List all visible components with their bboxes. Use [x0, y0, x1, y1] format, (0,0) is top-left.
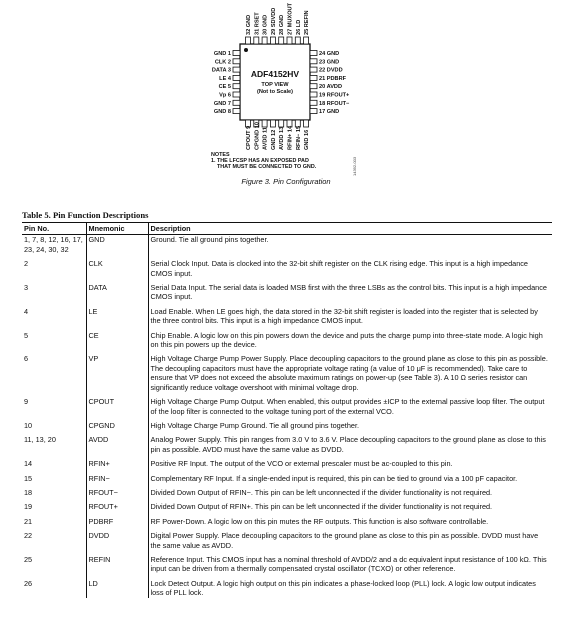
mnemonic-cell: CPGND [86, 416, 148, 430]
description-cell: High Voltage Charge Pump Power Supply. Place decoupling capacitors to the ground plane as close to this pin as possible. The decoupling capacitors must have the appropriate voltage rating (a value of 10 μF is recommended). Take care to ensure that VP does not exceed the absolute maximum ratings on power-up (see Table 3). A 10 Ω series resistor can significantly reduce voltage overshoot with minimal voltage drop. [148, 349, 552, 392]
right-pin-label: 19 RFOUT+ [319, 92, 350, 99]
right-pin-label: 23 GND [319, 59, 340, 66]
pin-pad [310, 67, 317, 72]
mnemonic-cell: CPOUT [86, 392, 148, 416]
table-row [22, 454, 552, 468]
bottom-pin-label: AVDD 13 [279, 126, 286, 150]
right-pin-label: 17 GND [319, 109, 340, 116]
right-pin-label: 24 GND [319, 51, 340, 57]
notes-heading: NOTES [211, 152, 230, 158]
left-pin-label: Vp 6 [219, 92, 231, 99]
left-pin-label: GND 8 [213, 109, 231, 116]
description-cell: Load Enable. When LE goes high, the data stored in the 32-bit shift register is loaded into the register that is selected by the three control bits. This input is a high impedance CMOS input. [148, 302, 552, 326]
pin-pad [310, 92, 317, 97]
description-cell: Serial Clock Input. Data is clocked into the 32-bit shift register on the CLK rising edge. This input is a high impedance CMOS input. [148, 254, 552, 278]
description-cell: High Voltage Charge Pump Ground. Tie all ground pins together. [148, 416, 552, 430]
pin-pad [270, 120, 275, 127]
pin-pad [233, 51, 240, 56]
top-pin-label: 27 MUXOUT [287, 2, 294, 35]
pin-number-cell: 11, 13, 20 [24, 435, 56, 445]
pin-pad [233, 92, 240, 97]
bottom-pin-label: RFIN+ 14 [287, 125, 294, 150]
pin-number-cell: 3 [24, 283, 29, 293]
pin-pad [310, 75, 317, 80]
pin-number-cell: 1, 7, 8, 12, 16, 17, 23, 24, 30, 32 [24, 235, 83, 254]
table-row [22, 254, 552, 278]
table-row [22, 430, 552, 454]
description-cell: Digital Power Supply. Place decoupling capacitors to the ground plane as close to this pin as possible. DVDD must have the same value as AVDD. [148, 526, 552, 550]
top-pin-label: 30 GND [262, 14, 269, 35]
pin-pad [233, 109, 240, 114]
table-title: Table 5. Pin Function Descriptions [22, 210, 149, 220]
pin-pad [233, 67, 240, 72]
pin-pad [310, 59, 317, 64]
description-cell: RF Power-Down. A logic low on this pin mutes the RF outputs. This function is also software controllable. [148, 512, 552, 526]
header-pin-no: Pin No. [22, 223, 86, 235]
left-pin-label: CE 5 [218, 84, 231, 91]
pin-number-cell: 26 [24, 578, 33, 588]
mnemonic-cell: LE [86, 302, 148, 326]
pin-number-cell: 6 [24, 354, 29, 364]
mnemonic-cell: CE [86, 326, 148, 350]
pin-pad [279, 120, 284, 127]
table-row [22, 526, 552, 550]
pin-number-cell: 14 [24, 459, 33, 469]
left-pin-label: GND 1 [213, 51, 231, 57]
left-pins [212, 51, 240, 116]
table-row [22, 326, 552, 350]
left-pin-label: DATA 3 [211, 67, 231, 74]
pin1-marker [244, 48, 248, 52]
pin-pad [295, 37, 300, 44]
pin-pad [254, 37, 259, 44]
chip-not-to-scale: (Not to Scale) [256, 89, 294, 95]
left-pin-label: GND 7 [213, 100, 231, 107]
bottom-pin-label: CPGND 10 [254, 122, 261, 150]
figure-code: 14392-003 [352, 156, 357, 176]
pin-pad [310, 51, 317, 56]
pin-pad [270, 37, 275, 44]
chip-top-view: TOP VIEW [261, 82, 289, 88]
description-cell: Divided Down Output of RFIN−. This pin can be left unconnected if the divider functionality is not required. [148, 483, 552, 497]
pin-pad [279, 37, 284, 44]
figure-notes [211, 152, 316, 171]
notes-line-2: THAT MUST BE CONNECTED TO GND. [211, 164, 317, 171]
pin-pad [262, 37, 267, 44]
top-pins [246, 2, 311, 44]
chip-name: ADF4152HV [250, 69, 300, 79]
top-pin-label: 28 GND [279, 14, 286, 35]
bottom-pin-label: GND 12 [270, 129, 277, 150]
notes-line-1: 1. THE LFCSP HAS AN EXPOSED PAD [211, 158, 309, 165]
description-cell: High Voltage Charge Pump Output. When enabled, this output provides ±ICP to the external passive loop filter. The output of the loop filter is connected to the voltage tuning port of the external VCO. [148, 392, 552, 416]
header-description: Description [148, 223, 552, 235]
right-pins [310, 51, 350, 116]
mnemonic-cell: AVDD [86, 430, 148, 454]
table-row [22, 349, 552, 392]
mnemonic-cell: LD [86, 574, 148, 598]
mnemonic-cell: REFIN [86, 550, 148, 574]
description-cell: Complementary RF Input. If a single-ended input is required, this pin can be tied to ground via a 100 pF capacitor. [148, 469, 552, 483]
left-pin-label: CLK 2 [214, 59, 231, 66]
top-pin-label: 32 GND [246, 14, 252, 35]
bottom-pin-label: CPOUT 9 [246, 125, 252, 150]
description-cell: Chip Enable. A logic low on this pin powers down the device and puts the charge pump into three-state mode. A logic high on this pin powers up the device. [148, 326, 552, 350]
mnemonic-cell: VP [86, 349, 148, 392]
table-row [22, 302, 552, 326]
table-row [22, 416, 552, 430]
description-cell: Positive RF Input. The output of the VCO or external prescaler must be ac-coupled to this pin. [148, 454, 552, 468]
pin-number-cell: 25 [24, 554, 33, 564]
table-row [22, 574, 552, 598]
table-row [22, 483, 552, 497]
pin-number-cell: 19 [24, 502, 33, 512]
description-cell: Serial Data Input. The serial data is loaded MSB first with the three LSBs as the control bits. This input is a high impedance CMOS input. [148, 278, 552, 302]
pin-pad [262, 120, 267, 127]
description-cell: Analog Power Supply. This pin ranges from 3.0 V to 3.6 V. Place decoupling capacitors to the ground plane as close to this pin as possible. AVDD must have the same value as DVDD. [148, 430, 552, 454]
mnemonic-cell: DVDD [86, 526, 148, 550]
description-cell: Divided Down Output of RFIN+. This pin can be left unconnected if the divider functionality is not required. [148, 497, 552, 511]
pin-number-cell: 15 [24, 473, 33, 483]
description-cell: Ground. Tie all ground pins together. [148, 235, 552, 254]
right-pin-label: 22 DVDD [319, 67, 343, 74]
pin-number-cell: 9 [24, 397, 29, 407]
mnemonic-cell: GND [86, 235, 148, 254]
pin-pad [304, 37, 309, 44]
table-row [22, 392, 552, 416]
mnemonic-cell: PDBRF [86, 512, 148, 526]
pin-number-cell: 22 [24, 531, 33, 541]
pin-pad [233, 84, 240, 89]
top-pin-label: 26 LD [295, 19, 302, 35]
pin-number-cell: 10 [24, 420, 33, 430]
mnemonic-cell: RFIN+ [86, 454, 148, 468]
mnemonic-cell: RFIN− [86, 469, 148, 483]
mnemonic-cell: DATA [86, 278, 148, 302]
table-row [22, 550, 552, 574]
top-pin-label: 29 SDVDD [270, 7, 277, 35]
table-row [22, 278, 552, 302]
bottom-pin-label: AVDD 11 [262, 127, 269, 150]
description-cell: Lock Detect Output. A logic high output on this pin indicates a phase-locked loop (PLL) lock. A logic low output indicates loss of PLL lock. [148, 574, 552, 598]
header-mnemonic: Mnemonic [86, 223, 148, 235]
table-row [22, 512, 552, 526]
table-row [22, 235, 552, 254]
description-cell: Reference Input. This CMOS input has a nominal threshold of AVDD/2 and a dc equivalent input resistance of 100 kΩ. This input can be driven from a thermally compensated crystal oscillator (TCXO) or other reference. [148, 550, 552, 574]
pin-configuration-figure [0, 0, 572, 200]
pin-pad [310, 109, 317, 114]
pin-number-cell: 18 [24, 487, 33, 497]
pin-pad [246, 37, 251, 44]
pin-pad [233, 59, 240, 64]
pin-pad [233, 100, 240, 105]
mnemonic-cell: CLK [86, 254, 148, 278]
mnemonic-cell: RFOUT− [86, 483, 148, 497]
pin-pad [233, 75, 240, 80]
mnemonic-cell: RFOUT+ [86, 497, 148, 511]
top-pin-label: 31 RSET [254, 12, 261, 35]
bottom-pin-label: RFIN− 15 [295, 125, 302, 150]
pin-pad [287, 37, 292, 44]
pin-pad [310, 84, 317, 89]
bottom-pin-label: GND 16 [304, 129, 311, 150]
right-pin-label: 18 RFOUT− [319, 100, 350, 107]
bottom-pins [246, 120, 311, 150]
right-pin-label: 20 AVDD [319, 84, 343, 91]
pin-pad [310, 100, 317, 105]
pin-function-table [22, 222, 552, 598]
left-pin-label: LE 4 [219, 75, 231, 82]
figure-caption: Figure 3. Pin Configuration [241, 177, 331, 186]
table-row [22, 497, 552, 511]
pin-pad [304, 120, 309, 127]
right-pin-label: 21 PDBRF [319, 75, 347, 82]
table-header-row [22, 223, 552, 235]
top-pin-label: 25 REFIN [304, 10, 311, 35]
pin-number-cell: 4 [24, 306, 29, 316]
pin-number-cell: 5 [24, 330, 29, 340]
pin-number-cell: 21 [24, 516, 33, 526]
table-row [22, 469, 552, 483]
pin-number-cell: 2 [24, 259, 29, 269]
